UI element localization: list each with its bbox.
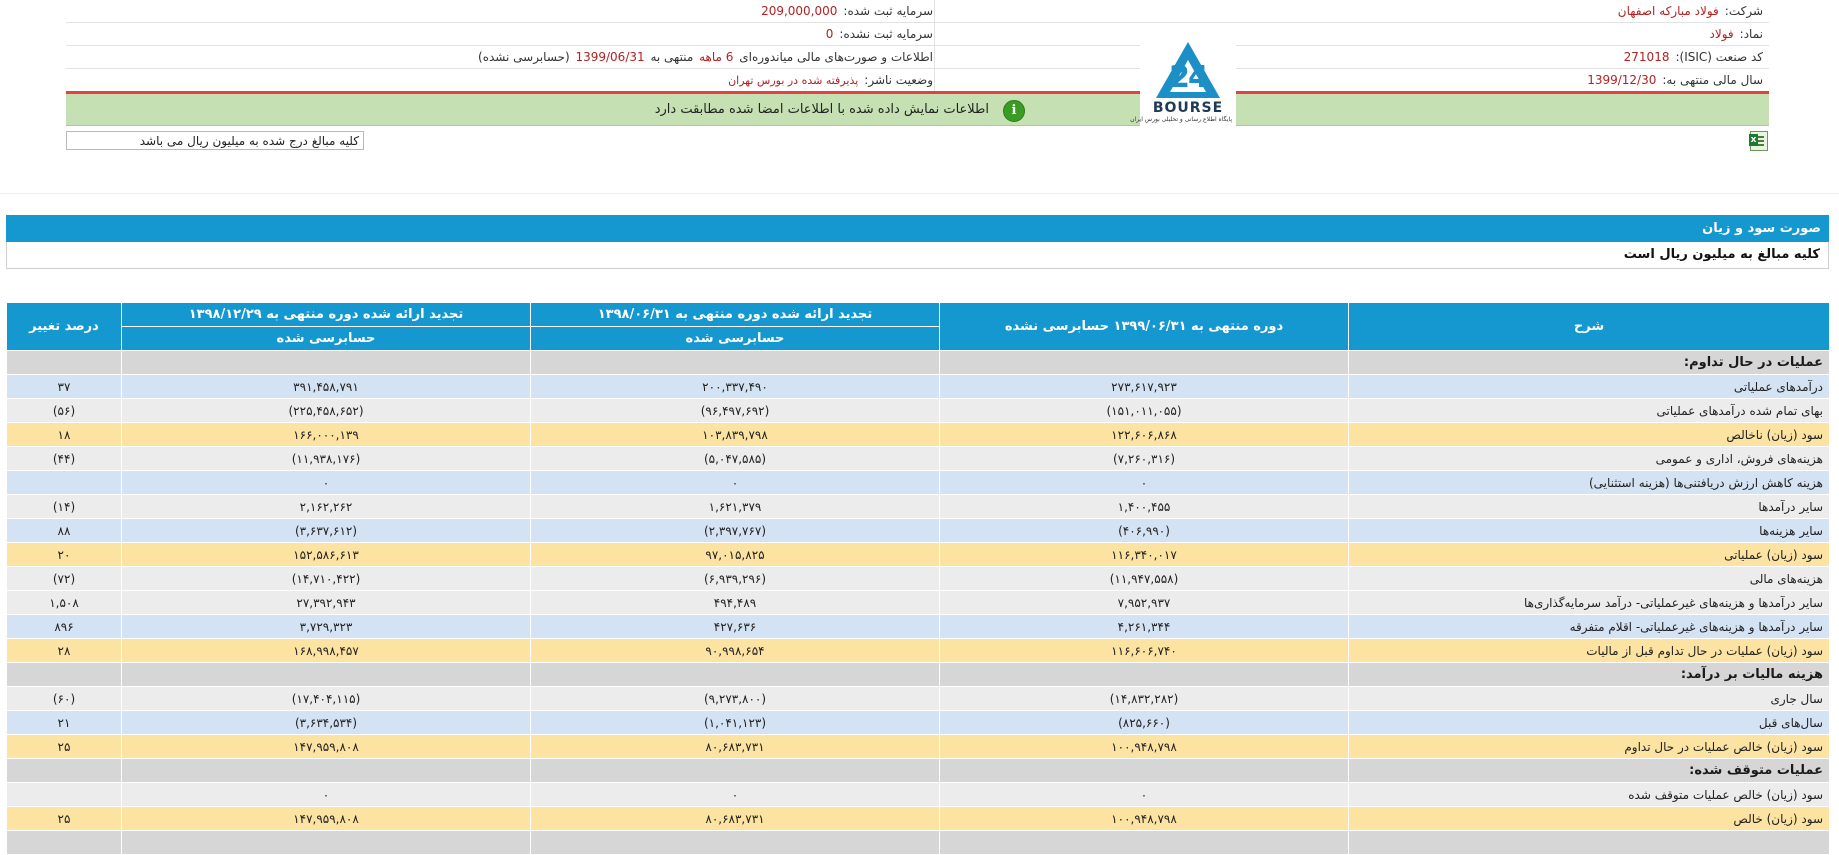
page-separator — [0, 193, 1839, 194]
cell-desc: هزینه کاهش ارزش دریافتنی‌ها (هزینه استثنایی) — [1349, 471, 1830, 495]
cell-col1: (۴۰۶,۹۹۰) — [940, 519, 1349, 543]
cell-col4: ۲۵ — [7, 807, 122, 831]
table-row — [7, 375, 1830, 399]
fiscal-value: 1399/12/30 — [1587, 73, 1657, 87]
cell-col2: ۲۰۰,۳۳۷,۴۹۰ — [531, 375, 940, 399]
cell-col4: (۷۲) — [7, 567, 122, 591]
section-header-row — [7, 351, 1830, 375]
table-header-row — [7, 303, 1830, 327]
report-months: 6 ماهه — [699, 50, 734, 64]
cell-col3: ۱۴۷,۹۵۹,۸۰۸ — [122, 735, 531, 759]
cell-col1: ۱۰۰,۹۴۸,۷۹۸ — [940, 735, 1349, 759]
cell-col2 — [531, 351, 940, 375]
cell-desc: هزینه‌های مالی — [1349, 567, 1830, 591]
cell-desc: سایر درآمدها — [1349, 495, 1830, 519]
cell-col2: ۴۹۴,۴۸۹ — [531, 591, 940, 615]
cell-col1: ۱۰۰,۹۴۸,۷۹۸ — [940, 807, 1349, 831]
cell-col3: (۱۱,۹۳۸,۱۷۶) — [122, 447, 531, 471]
table-row — [7, 807, 1830, 831]
cell-desc — [1349, 831, 1830, 855]
cell-col3 — [122, 831, 531, 855]
cell-col4 — [7, 831, 122, 855]
cell-col4: (۶۰) — [7, 687, 122, 711]
cell-desc: سود (زیان) عملیات در حال تداوم قبل از مالیات — [1349, 639, 1830, 663]
cell-col3: (۳,۶۳۷,۶۱۲) — [122, 519, 531, 543]
isic-label: کد صنعت (ISIC): — [1675, 50, 1763, 64]
fiscal-label: سال مالی منتهی به: — [1662, 73, 1763, 87]
col2-subheader: حسابرسی شده — [531, 327, 940, 351]
cell-col4 — [7, 783, 122, 807]
logo-number: 24 — [1169, 60, 1207, 95]
table-row — [7, 615, 1830, 639]
cell-col1: ۱,۴۰۰,۴۵۵ — [940, 495, 1349, 519]
cell-col2: (۱,۰۴۱,۱۲۳) — [531, 711, 940, 735]
col2-header: تجدید ارائه شده دوره منتهی به ۱۳۹۸/۰۶/۳۱ — [531, 303, 940, 327]
info-row-symbol — [66, 23, 1769, 46]
cell-col4: (۴۴) — [7, 447, 122, 471]
table-row — [7, 783, 1830, 807]
cell-desc: سود (زیان) ناخالص — [1349, 423, 1830, 447]
units-note: کلیه مبالغ درج شده به میلیون ریال می باشد — [66, 131, 364, 150]
cell-col3: ۱۴۷,۹۵۹,۸۰۸ — [122, 807, 531, 831]
cell-col3: ۲,۱۶۲,۲۶۲ — [122, 495, 531, 519]
table-row — [7, 567, 1830, 591]
cell-col2 — [531, 759, 940, 783]
cell-desc: درآمدهای عملیاتی — [1349, 375, 1830, 399]
section-header-row — [7, 759, 1830, 783]
info-row-fiscal — [66, 69, 1769, 92]
section-note: کلیه مبالغ به میلیون ریال است — [6, 242, 1829, 269]
cell-desc: سال جاری — [1349, 687, 1830, 711]
cell-col3: ۳,۷۲۹,۳۲۳ — [122, 615, 531, 639]
cell-col4: ۸۹۶ — [7, 615, 122, 639]
cell-col2: ۸۰,۶۸۳,۷۳۱ — [531, 735, 940, 759]
cell-col1: ۲۷۳,۶۱۷,۹۲۳ — [940, 375, 1349, 399]
cell-col2 — [531, 663, 940, 687]
cell-col1: ۱۱۶,۳۴۰,۰۱۷ — [940, 543, 1349, 567]
cell-col1: ۰ — [940, 471, 1349, 495]
cell-col4: ۱,۵۰۸ — [7, 591, 122, 615]
cell-desc: سال‌های قبل — [1349, 711, 1830, 735]
cell-col1: ۱۲۲,۶۰۶,۸۶۸ — [940, 423, 1349, 447]
cell-col1: ۴,۲۶۱,۳۴۴ — [940, 615, 1349, 639]
company-info-header — [66, 0, 1769, 92]
col3-header: تجدید ارائه شده دوره منتهی به ۱۳۹۸/۱۲/۲۹ — [122, 303, 531, 327]
cell-col4 — [7, 471, 122, 495]
symbol-label: نماد: — [1739, 27, 1763, 41]
table-row — [7, 399, 1830, 423]
verification-notice — [66, 94, 1769, 126]
cell-col3: ۲۷,۳۹۲,۹۴۳ — [122, 591, 531, 615]
cell-col1 — [940, 759, 1349, 783]
unregistered-capital-value: 0 — [825, 27, 834, 41]
table-row — [7, 519, 1830, 543]
cell-desc: بهای تمام شده درآمدهای عملیاتی — [1349, 399, 1830, 423]
cell-col4: ۸۸ — [7, 519, 122, 543]
info-row-isic — [66, 46, 1769, 69]
col3-subheader: حسابرسی شده — [122, 327, 531, 351]
col1-header: دوره منتهی به ۱۳۹۹/۰۶/۳۱ حسابرسی نشده — [940, 303, 1349, 351]
section-title: صورت سود و زیان — [6, 215, 1829, 242]
cell-col2: ۱۰۳,۸۳۹,۷۹۸ — [531, 423, 940, 447]
excel-export-icon[interactable] — [1750, 131, 1768, 151]
cell-desc: سود (زیان) خالص عملیات متوقف شده — [1349, 783, 1830, 807]
publisher-label: وضعیت ناشر: — [864, 73, 933, 87]
section-header-row — [7, 831, 1830, 855]
table-row — [7, 471, 1830, 495]
cell-col1: (۱۱,۹۴۷,۵۵۸) — [940, 567, 1349, 591]
cell-desc: سود (زیان) عملیاتی — [1349, 543, 1830, 567]
cell-col2: ۹۰,۹۹۸,۶۵۴ — [531, 639, 940, 663]
publisher-value: پذیرفته شده در بورس تهران — [728, 74, 859, 87]
unregistered-capital-label: سرمایه ثبت نشده: — [839, 27, 933, 41]
cell-col4: ۱۸ — [7, 423, 122, 447]
cell-col3: ۰ — [122, 783, 531, 807]
cell-desc: عملیات متوقف شده: — [1349, 759, 1830, 783]
col4-header: درصد تغییر — [7, 303, 122, 351]
cell-col3: ۳۹۱,۴۵۸,۷۹۱ — [122, 375, 531, 399]
cell-desc: سود (زیان) خالص — [1349, 807, 1830, 831]
table-row — [7, 495, 1830, 519]
table-row — [7, 543, 1830, 567]
table-row — [7, 687, 1830, 711]
registered-capital-value: 209,000,000 — [761, 4, 838, 18]
cell-desc: سایر درآمدها و هزینه‌های غیرعملیاتی- درآمد سرمایه‌گذاری‌ها — [1349, 591, 1830, 615]
cell-col2: (۵,۰۴۷,۵۸۵) — [531, 447, 940, 471]
cell-col4: (۵۶) — [7, 399, 122, 423]
cell-col2: ۰ — [531, 471, 940, 495]
cell-col2: (۲,۳۹۷,۷۶۷) — [531, 519, 940, 543]
cell-col2: ۱,۶۲۱,۳۷۹ — [531, 495, 940, 519]
cell-col2: ۹۷,۰۱۵,۸۲۵ — [531, 543, 940, 567]
info-row-company — [66, 0, 1769, 23]
section-header-row — [7, 663, 1830, 687]
col-desc-header: شرح — [1349, 303, 1830, 351]
cell-col4: ۲۰ — [7, 543, 122, 567]
cell-col3: ۰ — [122, 471, 531, 495]
cell-col1: (۱۴,۸۳۲,۲۸۲) — [940, 687, 1349, 711]
cell-col3 — [122, 351, 531, 375]
cell-col4 — [7, 351, 122, 375]
symbol-value[interactable]: فولاد — [1709, 27, 1734, 41]
cell-desc: سود (زیان) خالص عملیات در حال تداوم — [1349, 735, 1830, 759]
cell-col3: (۲۲۵,۴۵۸,۶۵۲) — [122, 399, 531, 423]
cell-col3: (۱۷,۴۰۴,۱۱۵) — [122, 687, 531, 711]
cell-col1 — [940, 831, 1349, 855]
cell-col2: ۴۲۷,۶۳۶ — [531, 615, 940, 639]
table-body — [7, 351, 1830, 855]
cell-col2: (۹,۲۷۳,۸۰۰) — [531, 687, 940, 711]
table-row — [7, 591, 1830, 615]
cell-desc: عملیات در حال تداوم: — [1349, 351, 1830, 375]
table-row — [7, 639, 1830, 663]
report-description: اطلاعات و صورت‌های مالی میاندوره‌ای 6 ماهه منتهی به 1399/06/31 (حسابرسی نشده) — [478, 50, 933, 64]
company-value[interactable]: فولاد مبارکه اصفهان — [1617, 4, 1719, 18]
cell-desc: هزینه مالیات بر درآمد: — [1349, 663, 1830, 687]
table-row — [7, 711, 1830, 735]
isic-value: 271018 — [1623, 50, 1670, 64]
table-row — [7, 423, 1830, 447]
cell-desc: سایر درآمدها و هزینه‌های غیرعملیاتی- اقلام متفرقه — [1349, 615, 1830, 639]
registered-capital-label: سرمایه ثبت شده: — [843, 4, 933, 18]
cell-col2: ۰ — [531, 783, 940, 807]
verification-notice-text: اطلاعات نمایش داده شده با اطلاعات امضا شده مطابقت دارد — [654, 102, 989, 117]
logo-subtitle: پایگاه اطلاع رسانی و تحلیلی بورس ایران — [1130, 116, 1232, 123]
cell-col1 — [940, 663, 1349, 687]
report-date: 1399/06/31 — [575, 50, 645, 64]
table-row — [7, 735, 1830, 759]
cell-col4: ۳۷ — [7, 375, 122, 399]
cell-col2: ۸۰,۶۸۳,۷۳۱ — [531, 807, 940, 831]
income-statement-table — [6, 302, 1830, 855]
table-row — [7, 447, 1830, 471]
logo-brand: BOURSE — [1152, 100, 1224, 116]
cell-col2: (۶,۹۳۹,۲۹۶) — [531, 567, 940, 591]
cell-col1: (۷,۲۶۰,۳۱۶) — [940, 447, 1349, 471]
cell-col1: ۰ — [940, 783, 1349, 807]
cell-col1: ۷,۹۵۲,۹۳۷ — [940, 591, 1349, 615]
cell-col2: (۹۶,۴۹۷,۶۹۲) — [531, 399, 940, 423]
company-label: شرکت: — [1724, 4, 1763, 18]
info-icon: i — [1003, 100, 1025, 122]
cell-col4: (۱۴) — [7, 495, 122, 519]
cell-col3: (۳,۶۳۴,۵۳۴) — [122, 711, 531, 735]
cell-col3 — [122, 663, 531, 687]
cell-col4: ۲۸ — [7, 639, 122, 663]
cell-col4: ۲۱ — [7, 711, 122, 735]
cell-col4 — [7, 663, 122, 687]
cell-col1: (۱۵۱,۰۱۱,۰۵۵) — [940, 399, 1349, 423]
cell-col3: (۱۴,۷۱۰,۴۲۲) — [122, 567, 531, 591]
cell-col3: ۱۶۶,۰۰۰,۱۳۹ — [122, 423, 531, 447]
cell-desc: هزینه‌های فروش، اداری و عمومی — [1349, 447, 1830, 471]
cell-col4: ۲۵ — [7, 735, 122, 759]
cell-col1: (۸۲۵,۶۶۰) — [940, 711, 1349, 735]
cell-col1 — [940, 351, 1349, 375]
cell-col2 — [531, 831, 940, 855]
cell-col3: ۱۶۸,۹۹۸,۴۵۷ — [122, 639, 531, 663]
bourse24-logo[interactable] — [1130, 38, 1236, 126]
cell-col4 — [7, 759, 122, 783]
cell-col3 — [122, 759, 531, 783]
cell-col1: ۱۱۶,۶۰۶,۷۴۰ — [940, 639, 1349, 663]
cell-desc: سایر هزینه‌ها — [1349, 519, 1830, 543]
cell-col3: ۱۵۲,۵۸۶,۶۱۳ — [122, 543, 531, 567]
